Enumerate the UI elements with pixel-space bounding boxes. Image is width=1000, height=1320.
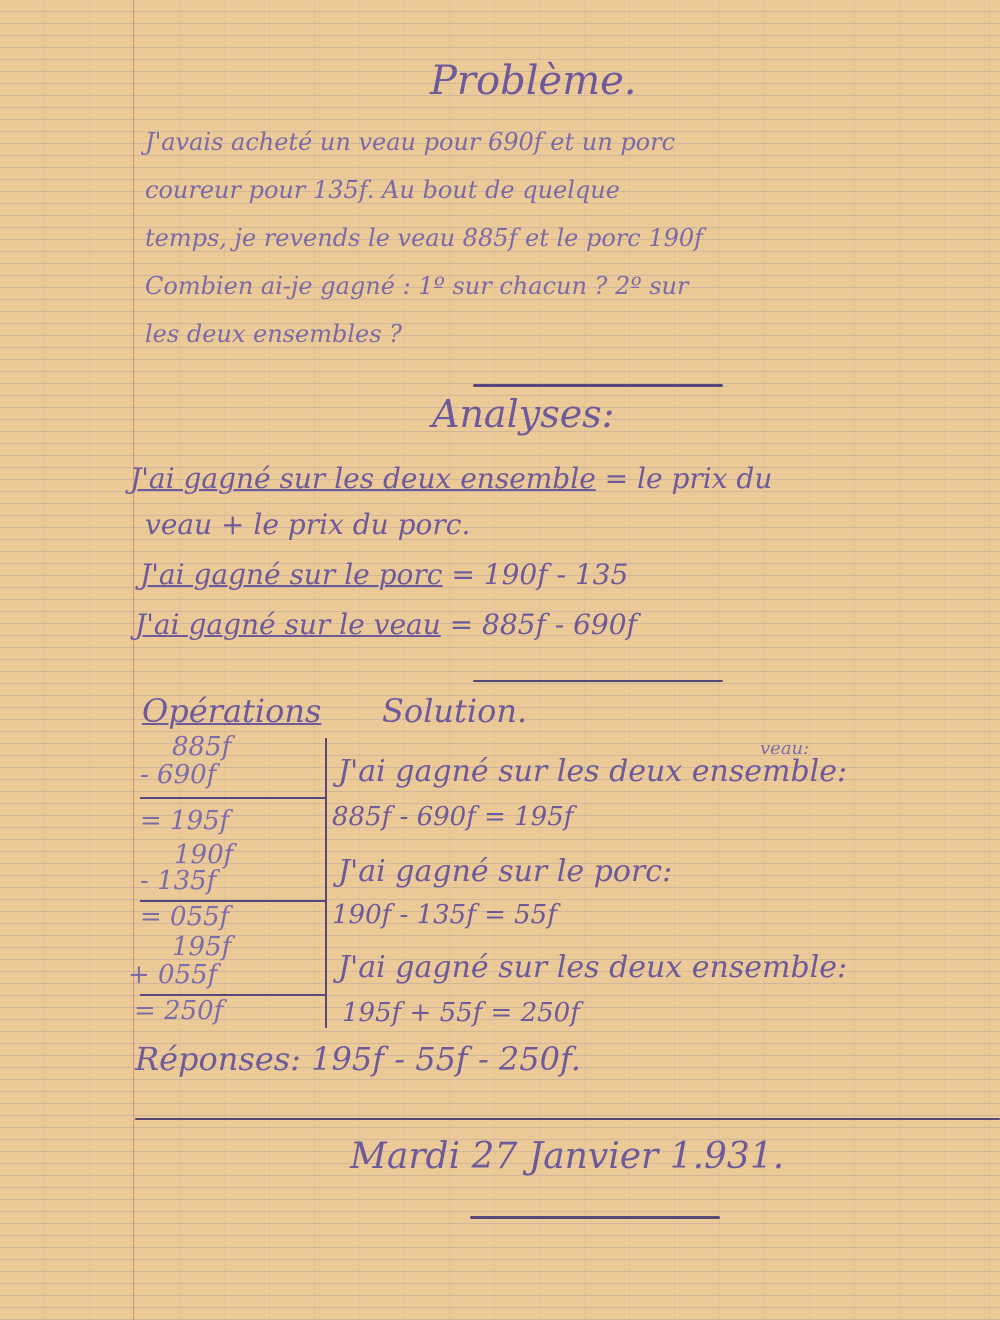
analyses-line-4-underlined: J'ai gagné sur le veau <box>135 608 441 641</box>
op-row-7: 195f <box>172 932 232 962</box>
problem-line-5: les deux ensembles ? <box>145 320 403 348</box>
analyses-line-1-underlined: J'ai gagné sur les deux ensemble <box>130 462 596 495</box>
solution-line-2: 885f - 690f = 195f <box>332 802 574 832</box>
operations-divider <box>325 738 327 1028</box>
problem-statement <box>145 118 995 358</box>
solution-line-1: J'ai gagné sur les deux ensemble: <box>338 754 848 789</box>
analyses-line-1-rest: = le prix du <box>604 462 773 495</box>
solution-line-3: J'ai gagné sur le porc: <box>338 854 673 889</box>
op-row-5: - 135f <box>140 866 217 896</box>
op-rule-1 <box>140 797 325 799</box>
problem-line-1: J'avais acheté un veau pour 690f et un porc <box>145 128 676 156</box>
op-row-6: = 055f <box>140 902 230 932</box>
analyses-line-1 <box>130 462 772 495</box>
solution-line-4: 190f - 135f = 55f <box>332 900 557 930</box>
op-row-8: + 055f <box>128 960 218 990</box>
op-row-4: 190f <box>174 840 234 870</box>
separator-rule-3 <box>135 1118 1000 1120</box>
op-row-1: 885f <box>172 732 232 762</box>
op-row-9: = 250f <box>134 996 224 1026</box>
op-row-2: - 690f <box>140 760 217 790</box>
analyses-line-4-rest: = 885f - 690f <box>449 608 637 641</box>
separator-rule-2 <box>473 680 723 682</box>
analyses-line-3 <box>140 558 628 591</box>
analyses-line-2: veau + le prix du porc. <box>145 508 471 541</box>
solution-line-6: 195f + 55f = 250f <box>342 998 580 1028</box>
solution-line-5: J'ai gagné sur les deux ensemble: <box>338 950 848 985</box>
answers-line: Réponses: 195f - 55f - 250f. <box>135 1040 581 1078</box>
analyses-line-3-underlined: J'ai gagné sur le porc <box>140 558 443 591</box>
analyses-title: Analyses: <box>432 392 615 436</box>
op-row-3: = 195f <box>140 806 230 836</box>
solution-heading: Solution. <box>382 692 528 730</box>
operations-heading: Opérations <box>142 692 322 730</box>
date-line: Mardi 27 Janvier 1.931. <box>350 1136 785 1177</box>
problem-line-2: coureur pour 135f. Au bout de quelque <box>145 176 620 204</box>
problem-title: Problème. <box>430 58 637 104</box>
separator-rule-1 <box>473 384 723 387</box>
analyses-line-4 <box>135 608 637 641</box>
separator-rule-4 <box>470 1216 720 1219</box>
analyses-line-3-rest: = 190f - 135 <box>451 558 629 591</box>
problem-line-4: Combien ai-je gagné : 1º sur chacun ? 2º sur <box>145 272 689 300</box>
solution-correction: veau: <box>760 738 810 759</box>
problem-line-3: temps, je revends le veau 885f et le porc 190f <box>145 224 704 252</box>
